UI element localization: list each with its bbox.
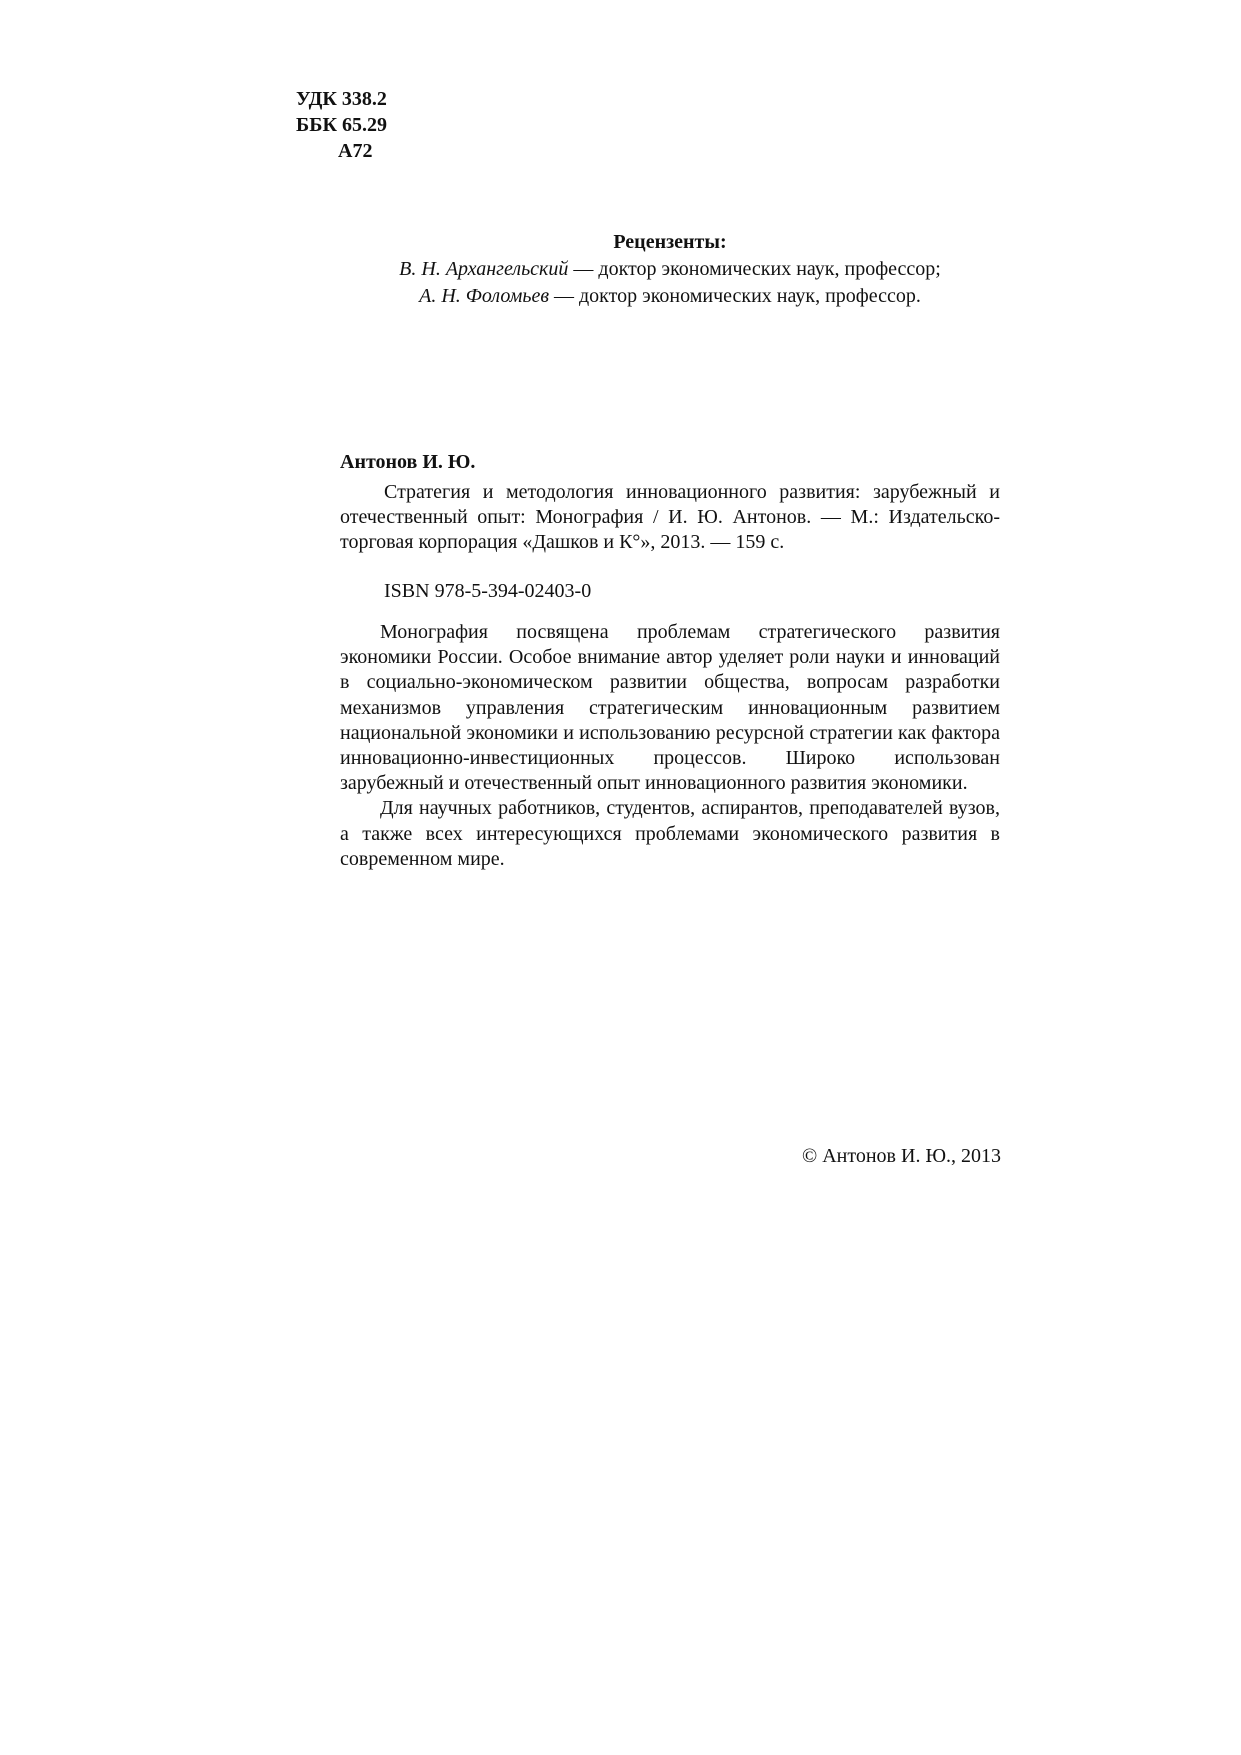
reviewer-line [330, 283, 1010, 310]
catalog-record [340, 450, 1000, 604]
bbk-code: ББК 65.29 [296, 114, 387, 136]
catalog-author: Антонов И. Ю. [340, 451, 476, 473]
isbn-number: ISBN 978-5-394-02403-0 [384, 580, 592, 602]
reviewers-block [330, 229, 1010, 310]
copyright-notice: © Антонов И. Ю., 2013 [802, 1145, 1001, 1167]
catalog-description: Стратегия и методология инновационного развития: зарубежный и отечественный опыт: Монография / И. Ю. Антонов. — М.: Издательско-торговая корпорация «Дашков и К°», 2013. — 159 с. [340, 481, 1000, 553]
reviewer-credentials: — доктор экономических наук, профессор. [549, 285, 921, 307]
author-sign: А72 [338, 140, 373, 162]
reviewer-credentials: — доктор экономических наук, профессор; [568, 258, 941, 280]
annotation-block [340, 620, 1000, 872]
reviewer-name: А. Н. Фоломьев [419, 285, 549, 307]
udk-code: УДК 338.2 [296, 88, 387, 110]
reviewer-name: В. Н. Архангельский [399, 258, 569, 280]
reviewer-line [330, 256, 1010, 283]
annotation-paragraph: Монография посвящена проблемам стратегического развития экономики России. Особое внимание автор уделяет роли науки и инноваций в социально-экономическом развитии общества, вопросам разработки механизмов управления стратегическим инновационным развитием национальной экономики и использованию ресурсной стратегии как фактора инновационно-инвестиционных процессов. Широко использован зарубежный и отечественный опыт инновационного развития экономики. [340, 621, 1000, 795]
classification-block [296, 86, 387, 164]
reviewers-title: Рецензенты: [613, 231, 727, 253]
annotation-paragraph: Для научных работников, студентов, аспирантов, преподавателей вузов, а также всех интересующихся проблемами экономического развития в современном мире. [340, 797, 1000, 870]
